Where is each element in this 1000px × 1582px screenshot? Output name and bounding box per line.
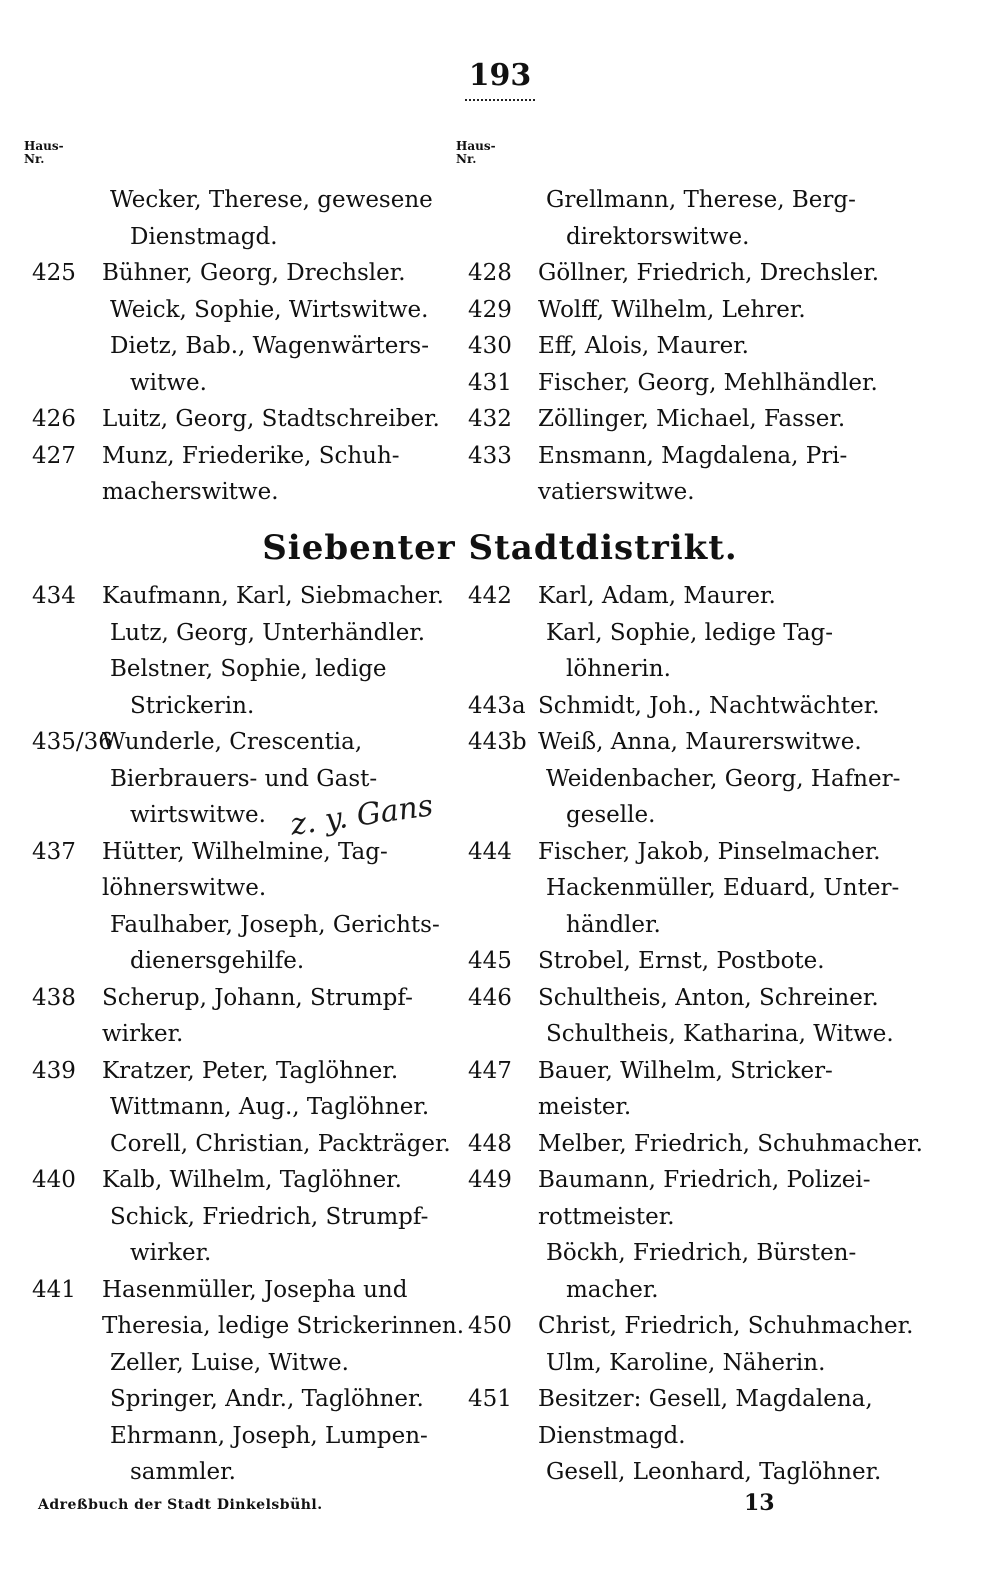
resident-entry: Kaufmann, Karl, Siebmacher. xyxy=(102,583,444,609)
directory-entry-line xyxy=(468,1308,914,1345)
resident-entry: Dienstmagd. xyxy=(538,1422,686,1449)
resident-entry: Hütter, Wilhelmine, Tag- xyxy=(102,838,388,865)
resident-entry: Ulm, Karoline, Näherin. xyxy=(546,1349,826,1376)
house-number: 447 xyxy=(468,1057,512,1084)
resident-entry: Hasenmüller, Josepha und xyxy=(102,1276,408,1303)
resident-entry: Böckh, Friedrich, Bürsten- xyxy=(546,1240,857,1266)
resident-entry: Schultheis, Katharina, Witwe. xyxy=(546,1021,894,1047)
house-number: 448 xyxy=(468,1130,512,1157)
house-number: 450 xyxy=(468,1313,512,1339)
directory-entry-line xyxy=(468,615,898,652)
directory-entry-line xyxy=(32,1235,452,1272)
directory-entry-line xyxy=(32,1308,465,1345)
directory-entry-line xyxy=(468,1053,898,1090)
directory-entry-line xyxy=(32,1162,452,1199)
directory-entry-line xyxy=(32,724,452,761)
handwritten-annotation: z. y. Gans xyxy=(288,788,436,843)
resident-entry: Ensmann, Magdalena, Pri- xyxy=(538,442,848,469)
directory-entry-line xyxy=(468,724,898,761)
house-number: 432 xyxy=(468,406,512,432)
right-bottom-entries xyxy=(468,578,923,1491)
resident-entry: händler. xyxy=(566,911,661,938)
directory-entry-line xyxy=(32,182,452,219)
directory-entry-line xyxy=(32,401,452,438)
directory-entry-line xyxy=(468,834,898,871)
directory-entry-line xyxy=(32,1089,452,1126)
footer-title: Adreßbuch der Stadt Dinkelsbühl. xyxy=(38,1497,323,1513)
footer-sheet-number: 13 xyxy=(744,1490,775,1516)
directory-entry-line xyxy=(32,1418,452,1455)
house-number: 430 xyxy=(468,333,512,359)
haus-nr-label-right: Haus- Nr. xyxy=(456,139,496,166)
resident-entry: Ehrmann, Joseph, Lumpen- xyxy=(110,1422,428,1449)
resident-entry: Eff, Alois, Maurer. xyxy=(538,333,749,359)
resident-entry: Corell, Christian, Packträger. xyxy=(110,1130,451,1157)
left-top-entries xyxy=(32,182,452,511)
directory-entry-line xyxy=(32,292,452,329)
directory-entry-line xyxy=(468,1381,898,1418)
resident-entry: Bühner, Georg, Drechsler. xyxy=(102,260,406,286)
directory-entry-line xyxy=(32,474,452,511)
directory-entry-line xyxy=(32,907,452,944)
resident-entry: Melber, Friedrich, Schuhmacher. xyxy=(538,1130,923,1157)
directory-entry-line xyxy=(32,1126,452,1163)
directory-entry-line xyxy=(468,1454,898,1491)
resident-entry: Christ, Friedrich, Schuhmacher. xyxy=(538,1313,914,1339)
resident-entry: Hackenmüller, Eduard, Unter- xyxy=(546,875,900,901)
resident-entry: Theresia, ledige Strickerinnen. xyxy=(102,1313,465,1339)
resident-entry: Wittmann, Aug., Taglöhner. xyxy=(110,1094,430,1120)
directory-entry-line xyxy=(468,255,898,292)
directory-entry-line xyxy=(468,401,898,438)
resident-entry: sammler. xyxy=(130,1459,236,1485)
directory-entry-line xyxy=(468,1016,898,1053)
resident-entry: Bauer, Wilhelm, Stricker- xyxy=(538,1057,833,1084)
house-number: 441 xyxy=(32,1276,76,1303)
directory-entry-line xyxy=(468,219,898,256)
resident-entry: Weick, Sophie, Wirtswitwe. xyxy=(110,296,429,323)
directory-entry-line xyxy=(32,980,452,1017)
directory-entry-line xyxy=(32,1345,452,1382)
resident-entry: geselle. xyxy=(566,802,656,828)
resident-entry: macher. xyxy=(566,1276,659,1303)
house-number: 451 xyxy=(468,1386,512,1412)
directory-entry-line xyxy=(468,328,898,365)
directory-entry-line xyxy=(32,651,452,688)
house-number: 431 xyxy=(468,369,512,396)
house-number: 434 xyxy=(32,583,76,609)
resident-entry: Karl, Sophie, ledige Tag- xyxy=(546,619,834,646)
haus-nr-label-left: Haus- Nr. xyxy=(24,139,64,166)
directory-entry-line xyxy=(32,943,452,980)
directory-entry-line xyxy=(32,870,452,907)
resident-entry: macherswitwe. xyxy=(102,479,279,505)
house-number: 443b xyxy=(468,729,527,755)
house-number: 449 xyxy=(468,1167,512,1193)
house-number: 428 xyxy=(468,260,512,286)
directory-entry-line xyxy=(468,688,898,725)
resident-entry: Faulhaber, Joseph, Gerichts- xyxy=(110,911,440,938)
resident-entry: Strickerin. xyxy=(130,692,255,719)
resident-entry: Fischer, Jakob, Pinselmacher. xyxy=(538,838,881,865)
resident-entry: rottmeister. xyxy=(538,1203,675,1230)
resident-entry: Kratzer, Peter, Taglöhner. xyxy=(102,1057,399,1084)
directory-entry-line xyxy=(468,1162,898,1199)
resident-entry: löhnerin. xyxy=(566,656,671,682)
resident-entry: Wecker, Therese, gewesene xyxy=(110,187,433,213)
resident-entry: Springer, Andr., Taglöhner. xyxy=(110,1386,424,1412)
resident-entry: Wolff, Wilhelm, Lehrer. xyxy=(538,296,806,323)
directory-entry-line xyxy=(32,219,452,256)
directory-entry-line xyxy=(468,980,898,1017)
directory-entry-line xyxy=(32,578,452,615)
house-number: 438 xyxy=(32,984,76,1011)
resident-entry: Göllner, Friedrich, Drechsler. xyxy=(538,260,880,286)
resident-entry: Gesell, Leonhard, Taglöhner. xyxy=(546,1459,882,1485)
directory-entry-line xyxy=(32,1272,452,1309)
directory-entry-line xyxy=(468,182,898,219)
directory-entry-line xyxy=(468,474,898,511)
resident-entry: Zeller, Luise, Witwe. xyxy=(110,1349,349,1376)
house-number: 427 xyxy=(32,442,76,469)
directory-entry-line xyxy=(32,761,452,798)
directory-entry-line xyxy=(468,651,898,688)
directory-entry-line xyxy=(32,688,452,725)
resident-entry: Munz, Friederike, Schuh- xyxy=(102,442,400,469)
directory-entry-line xyxy=(468,943,898,980)
resident-entry: Grellmann, Therese, Berg- xyxy=(546,187,856,213)
directory-entry-line xyxy=(468,1418,898,1455)
house-number: 442 xyxy=(468,583,512,609)
resident-entry: Schick, Friedrich, Strumpf- xyxy=(110,1203,429,1230)
directory-entry-line xyxy=(468,761,901,798)
directory-entry-line xyxy=(32,1199,452,1236)
house-number: 437 xyxy=(32,838,76,865)
resident-entry: Fischer, Georg, Mehlhändler. xyxy=(538,369,878,396)
resident-entry: meister. xyxy=(538,1094,632,1120)
directory-entry-line xyxy=(468,797,898,834)
directory-entry-line xyxy=(32,615,452,652)
resident-entry: Zöllinger, Michael, Fasser. xyxy=(538,406,846,432)
house-number: 439 xyxy=(32,1057,76,1084)
house-number: 445 xyxy=(468,948,512,974)
resident-entry: Dietz, Bab., Wagenwärters- xyxy=(110,333,429,359)
directory-entry-line xyxy=(468,1235,898,1272)
directory-entry-line xyxy=(468,1199,898,1236)
directory-entry-line xyxy=(32,1454,452,1491)
house-number: 425 xyxy=(32,260,76,286)
directory-entry-line xyxy=(468,578,898,615)
page-number-text: 193 xyxy=(468,58,532,93)
left-bottom-entries xyxy=(32,578,465,1491)
resident-entry: Wunderle, Crescentia, xyxy=(102,729,363,755)
house-number: 446 xyxy=(468,984,512,1011)
resident-entry: Besitzer: Gesell, Magdalena, xyxy=(538,1386,873,1412)
house-number: 443a xyxy=(468,692,526,719)
house-number: 426 xyxy=(32,406,76,432)
directory-entry-line xyxy=(468,907,898,944)
resident-entry: Luitz, Georg, Stadtschreiber. xyxy=(102,406,440,432)
section-heading: Siebenter Stadtdistrikt. xyxy=(262,528,738,568)
directory-entry-line xyxy=(468,870,898,907)
directory-entry-line xyxy=(468,1272,898,1309)
directory-entry-line xyxy=(32,438,452,475)
directory-entry-line xyxy=(32,834,452,871)
resident-entry: Strobel, Ernst, Postbote. xyxy=(538,948,825,974)
page-number xyxy=(0,58,1000,101)
right-top-entries xyxy=(468,182,898,511)
directory-entry-line xyxy=(468,365,898,402)
house-number: 429 xyxy=(468,296,512,323)
resident-entry: Karl, Adam, Maurer. xyxy=(538,583,776,609)
house-number: 444 xyxy=(468,838,512,865)
directory-entry-line xyxy=(468,438,898,475)
resident-entry: Lutz, Georg, Unterhändler. xyxy=(110,619,426,646)
directory-entry-line xyxy=(468,292,898,329)
directory-entry-line xyxy=(32,255,452,292)
resident-entry: Bierbrauers- und Gast- xyxy=(110,765,378,792)
directory-entry-line xyxy=(32,328,452,365)
resident-entry: Kalb, Wilhelm, Taglöhner. xyxy=(102,1167,402,1193)
directory-entry-line xyxy=(468,1345,898,1382)
house-number: 440 xyxy=(32,1167,76,1193)
directory-entry-line xyxy=(468,1126,923,1163)
directory-entry-line xyxy=(32,365,452,402)
resident-entry: Baumann, Friedrich, Polizei- xyxy=(538,1167,871,1193)
resident-entry: Weiß, Anna, Maurerswitwe. xyxy=(538,729,862,755)
resident-entry: wirtswitwe. xyxy=(130,802,266,828)
resident-entry: dienersgehilfe. xyxy=(130,948,305,974)
resident-entry: vatierswitwe. xyxy=(538,479,695,505)
resident-entry: Dienstmagd. xyxy=(130,223,278,250)
directory-entry-line xyxy=(32,1053,452,1090)
resident-entry: Belstner, Sophie, ledige xyxy=(110,656,387,682)
resident-entry: wirker. xyxy=(130,1240,212,1266)
directory-entry-line xyxy=(32,1381,452,1418)
resident-entry: Schultheis, Anton, Schreiner. xyxy=(538,984,879,1011)
resident-entry: Weidenbacher, Georg, Hafner- xyxy=(546,765,901,792)
resident-entry: löhnerswitwe. xyxy=(102,875,267,901)
resident-entry: wirker. xyxy=(102,1021,184,1047)
directory-entry-line xyxy=(468,1089,898,1126)
directory-entry-line xyxy=(32,1016,452,1053)
resident-entry: Schmidt, Joh., Nachtwächter. xyxy=(538,692,880,719)
resident-entry: Scherup, Johann, Strumpf- xyxy=(102,984,413,1011)
house-number: 433 xyxy=(468,442,512,469)
resident-entry: witwe. xyxy=(130,369,207,396)
house-number: 435/36 xyxy=(32,729,113,755)
page-number-ornament xyxy=(465,93,535,101)
resident-entry: direktorswitwe. xyxy=(566,223,750,250)
